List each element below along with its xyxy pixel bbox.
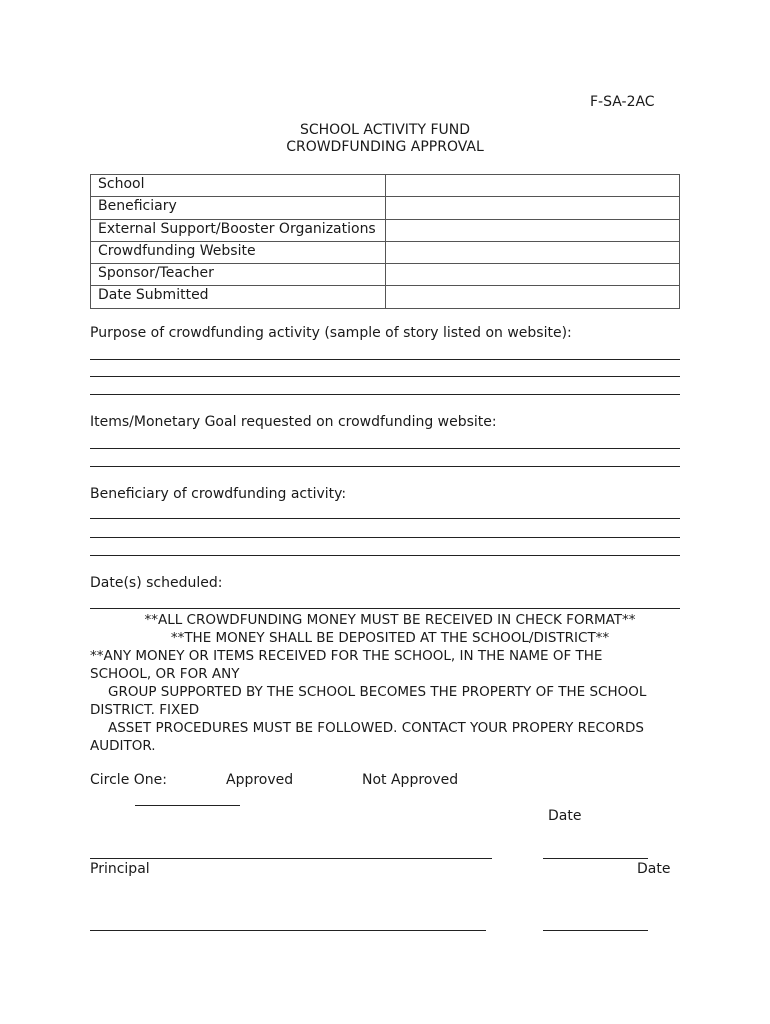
purpose-line-2[interactable] <box>90 376 680 377</box>
short-signature-line[interactable] <box>135 805 240 806</box>
row-label-school: School <box>91 175 386 197</box>
form-code: F-SA-2AC <box>590 94 655 110</box>
beneficiary-line-1[interactable] <box>90 518 680 519</box>
table-row <box>91 219 680 241</box>
notice-property-line4: DISTRICT. FIXED <box>90 702 200 718</box>
table-row <box>91 286 680 308</box>
beneficiary-line-3[interactable] <box>90 555 680 556</box>
row-label-external-support: External Support/Booster Organizations <box>91 219 386 241</box>
table-row <box>91 175 680 197</box>
beneficiary-activity-label: Beneficiary of crowdfunding activity: <box>90 486 347 502</box>
sponsor-teacher-field[interactable] <box>386 264 680 286</box>
items-line-1[interactable] <box>90 448 680 449</box>
date-label-2: Date <box>637 861 671 877</box>
purpose-label: Purpose of crowdfunding activity (sample of story listed on website): <box>90 325 572 341</box>
beneficiary-line-2[interactable] <box>90 537 680 538</box>
crowdfunding-website-field[interactable] <box>386 241 680 263</box>
notice-property-line1: **ANY MONEY OR ITEMS RECEIVED FOR THE SCHOOL, IN THE NAME OF THE <box>90 648 603 664</box>
notice-property-line2: SCHOOL, OR FOR ANY <box>90 666 240 682</box>
row-label-beneficiary: Beneficiary <box>91 197 386 219</box>
items-line-2[interactable] <box>90 466 680 467</box>
circle-one-label: Circle One: <box>90 772 167 788</box>
table-row <box>91 264 680 286</box>
table-row <box>91 241 680 263</box>
row-label-date-submitted: Date Submitted <box>91 286 386 308</box>
items-goal-label: Items/Monetary Goal requested on crowdfunding website: <box>90 414 497 430</box>
table-row <box>91 197 680 219</box>
bottom-date-line[interactable] <box>543 930 648 931</box>
dates-scheduled-label: Date(s) scheduled: <box>90 575 223 591</box>
date-submitted-field[interactable] <box>386 286 680 308</box>
notice-deposit: **THE MONEY SHALL BE DEPOSITED AT THE SCHOOL/DISTRICT** <box>170 630 610 646</box>
not-approved-option[interactable]: Not Approved <box>362 772 459 788</box>
notice-property-line5: ASSET PROCEDURES MUST BE FOLLOWED. CONTACT YOUR PROPERY RECORDS <box>108 720 644 736</box>
notice-property-line6: AUDITOR. <box>90 738 156 754</box>
notice-property-line3: GROUP SUPPORTED BY THE SCHOOL BECOMES THE PROPERTY OF THE SCHOOL <box>108 684 647 700</box>
info-table <box>90 174 680 309</box>
principal-date-line[interactable] <box>543 858 648 859</box>
purpose-line-1[interactable] <box>90 359 680 360</box>
row-label-crowdfunding-website: Crowdfunding Website <box>91 241 386 263</box>
school-field[interactable] <box>386 175 680 197</box>
external-support-field[interactable] <box>386 219 680 241</box>
purpose-line-3[interactable] <box>90 394 680 395</box>
date-label-1: Date <box>548 808 582 824</box>
dates-line[interactable] <box>90 608 680 609</box>
form-title-line1: SCHOOL ACTIVITY FUND <box>299 122 471 138</box>
row-label-sponsor-teacher: Sponsor/Teacher <box>91 264 386 286</box>
notice-check-format: **ALL CROWDFUNDING MONEY MUST BE RECEIVED IN CHECK FORMAT** <box>144 612 636 628</box>
bottom-signature-line[interactable] <box>90 930 486 931</box>
beneficiary-field[interactable] <box>386 197 680 219</box>
form-title-line2: CROWDFUNDING APPROVAL <box>286 139 484 155</box>
principal-signature-line[interactable] <box>90 858 492 859</box>
principal-label: Principal <box>90 861 150 877</box>
approved-option[interactable]: Approved <box>226 772 294 788</box>
